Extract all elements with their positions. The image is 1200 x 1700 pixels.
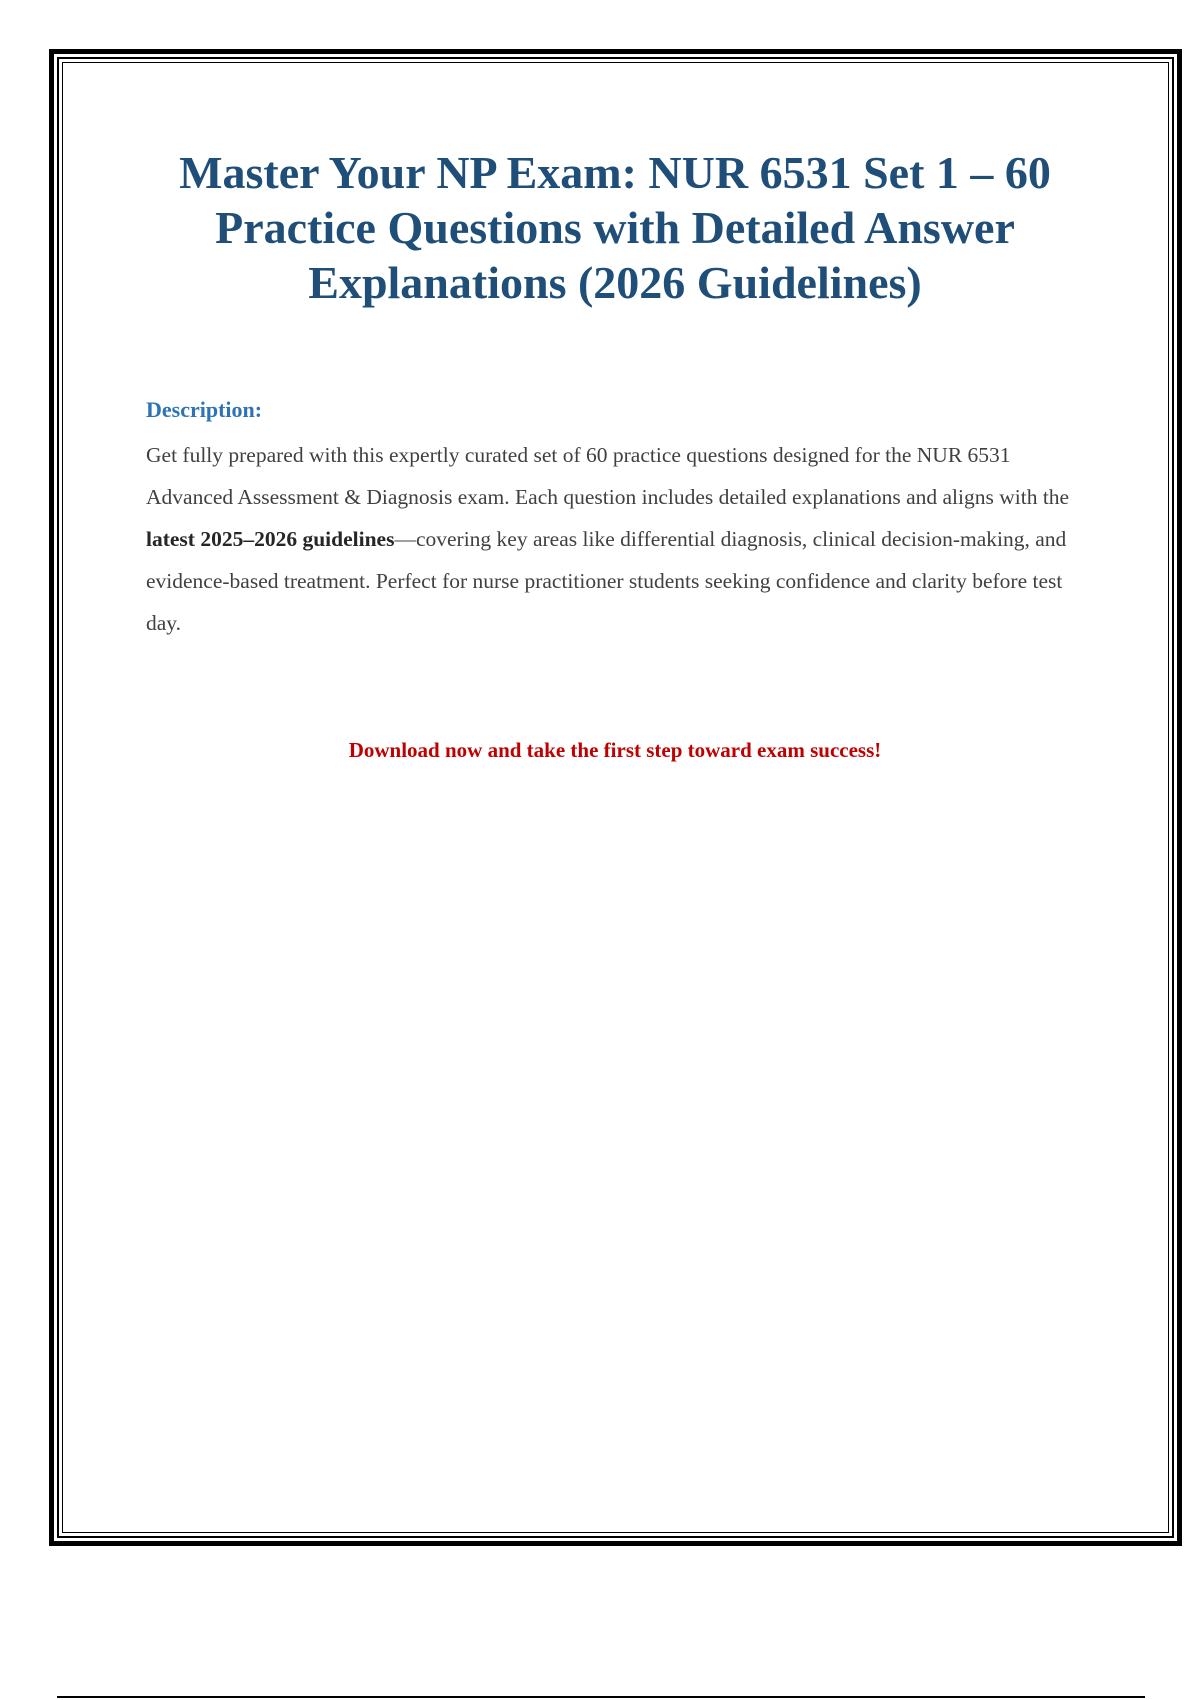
- description-paragraph: [146, 434, 1096, 644]
- call-to-action: Download now and take the first step toward exam success!: [348, 738, 882, 762]
- description-heading: Description:: [146, 397, 263, 422]
- description-emphasis: latest 2025–2026 guidelines: [146, 527, 395, 551]
- document-title: Master Your NP Exam: NUR 6531 Set 1 – 60 Practice Questions with Detailed Answer Explanations (2026 Guidelines): [179, 147, 1051, 308]
- footer-rule: [57, 1696, 1145, 1698]
- description-text-part1: Get fully prepared with this expertly curated set of 60 practice questions designed for the NUR 6531 Advanced Assessment & Diagnosis exam. Each question includes detailed explanations and aligns with the: [146, 443, 1070, 509]
- description-text-part2: —covering key areas like differential diagnosis, clinical decision-making, and evidence-based treatment. Perfect for nurse practitioner students seeking confidence and clarity before test day.: [146, 527, 1067, 635]
